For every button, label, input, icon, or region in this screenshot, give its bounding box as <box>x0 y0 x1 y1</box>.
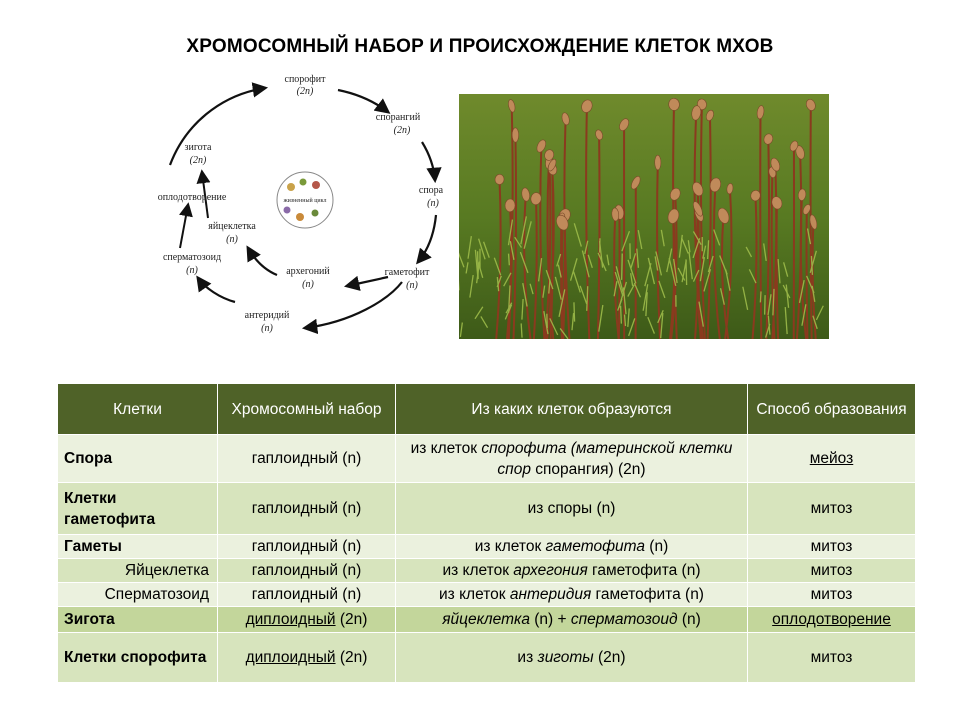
cell-set: гаплоидный (n) <box>218 483 396 535</box>
cell-method: митоз <box>748 559 916 583</box>
cycle-arrow <box>248 248 277 275</box>
moss-leaf <box>574 302 575 321</box>
stage-name: зигота <box>184 142 212 153</box>
cycle-center-emblem <box>277 172 333 228</box>
stage-ploidy: (n) <box>302 279 314 290</box>
table-row <box>58 607 916 633</box>
moss-leaf <box>622 254 623 280</box>
cycle-arrow <box>422 142 435 180</box>
header-chromosome-set: Хромосомный набор <box>218 384 396 435</box>
cycle-arrow <box>347 277 388 286</box>
cell-origin: яйцеклетка (n) + сперматозоид (n) <box>396 607 748 633</box>
header-cells: Клетки <box>58 384 218 435</box>
cell-name: Яйцеклетка <box>58 559 218 583</box>
cell-origin: из клеток архегония гаметофита (n) <box>396 559 748 583</box>
moss-stalk <box>760 112 761 339</box>
stage-ploidy: (n) <box>406 280 418 291</box>
table-row <box>58 633 916 683</box>
moss-life-cycle-diagram <box>140 70 450 345</box>
cell-origin: из зиготы (2n) <box>396 633 748 683</box>
cell-set: гаплоидный (n) <box>218 559 396 583</box>
stage-ploidy: (n) <box>261 323 273 334</box>
cell-origin: из споры (n) <box>396 483 748 535</box>
stage-ploidy: (n) <box>186 265 198 276</box>
stage-name: спорангий <box>375 112 421 123</box>
moss-leaf <box>521 323 522 337</box>
cell-method: митоз <box>748 483 916 535</box>
cell-name: Клетки гаметофита <box>58 483 218 535</box>
table-row <box>58 559 916 583</box>
moss-leaf <box>509 254 510 266</box>
cycle-arrow <box>198 278 235 302</box>
cycle-center-label: жизненный цикл <box>283 198 327 204</box>
moss-leaf <box>760 291 761 302</box>
moss-capsule <box>655 155 661 170</box>
stage-ploidy: (2n) <box>296 86 314 97</box>
cell-method: мейоз <box>748 435 916 483</box>
header-origin: Из каких клеток образуются <box>396 384 748 435</box>
table-row <box>58 483 916 535</box>
cell-set: диплоидный (2n) <box>218 607 396 633</box>
cell-set: гаплоидный (n) <box>218 435 396 483</box>
cell-origin: из клеток гаметофита (n) <box>396 535 748 559</box>
moss-leaf <box>621 306 622 324</box>
cell-name: Гаметы <box>58 535 218 559</box>
cells-table <box>57 383 916 683</box>
table-row <box>58 435 916 483</box>
header-method: Способ образования <box>748 384 916 435</box>
moss-photo <box>459 94 829 339</box>
moss-capsule <box>505 199 515 212</box>
table-row <box>58 583 916 607</box>
cell-origin: из клеток спорофита (материнской клетки спор спорангия) (2n) <box>396 435 748 483</box>
cycle-arrow <box>180 205 188 248</box>
cell-method: оплодотворение <box>748 607 916 633</box>
moss-capsule <box>512 128 519 142</box>
stage-ploidy: (2n) <box>393 125 411 136</box>
cycle-arrow <box>170 88 265 165</box>
cycle-arrow <box>418 215 436 262</box>
stage-ploidy: (n) <box>226 234 238 245</box>
cell-method: митоз <box>748 633 916 683</box>
stage-name: гаметофит <box>384 267 430 278</box>
cell-name: Клетки спорофита <box>58 633 218 683</box>
stage-ploidy: (2n) <box>189 155 207 166</box>
cycle-arrow <box>338 90 388 112</box>
cell-set: гаплоидный (n) <box>218 535 396 559</box>
moss-leaf <box>686 259 687 285</box>
stage-name: антеридий <box>244 310 290 321</box>
cell-method: митоз <box>748 535 916 559</box>
cycle-arrow <box>305 282 402 328</box>
stage-name: яйцеклетка <box>208 221 256 232</box>
stage-name: спора <box>418 185 444 196</box>
stage-name: архегоний <box>286 266 330 277</box>
cell-set: диплоидный (2n) <box>218 633 396 683</box>
cell-name: Спора <box>58 435 218 483</box>
stage-name: оплодотворение <box>157 192 227 203</box>
page-title: ХРОМОСОМНЫЙ НАБОР И ПРОИСХОЖДЕНИЕ КЛЕТОК МХОВ <box>186 36 774 57</box>
cell-method: митоз <box>748 583 916 607</box>
cell-name: Сперматозоид <box>58 583 218 607</box>
cell-set: гаплоидный (n) <box>218 583 396 607</box>
table-row <box>58 535 916 559</box>
stage-name: спорофит <box>284 74 326 85</box>
cell-origin: из клеток антеридия гаметофита (n) <box>396 583 748 607</box>
stage-ploidy: (n) <box>427 198 439 209</box>
stage-name: сперматозоид <box>162 252 222 263</box>
cell-name: Зигота <box>58 607 218 633</box>
